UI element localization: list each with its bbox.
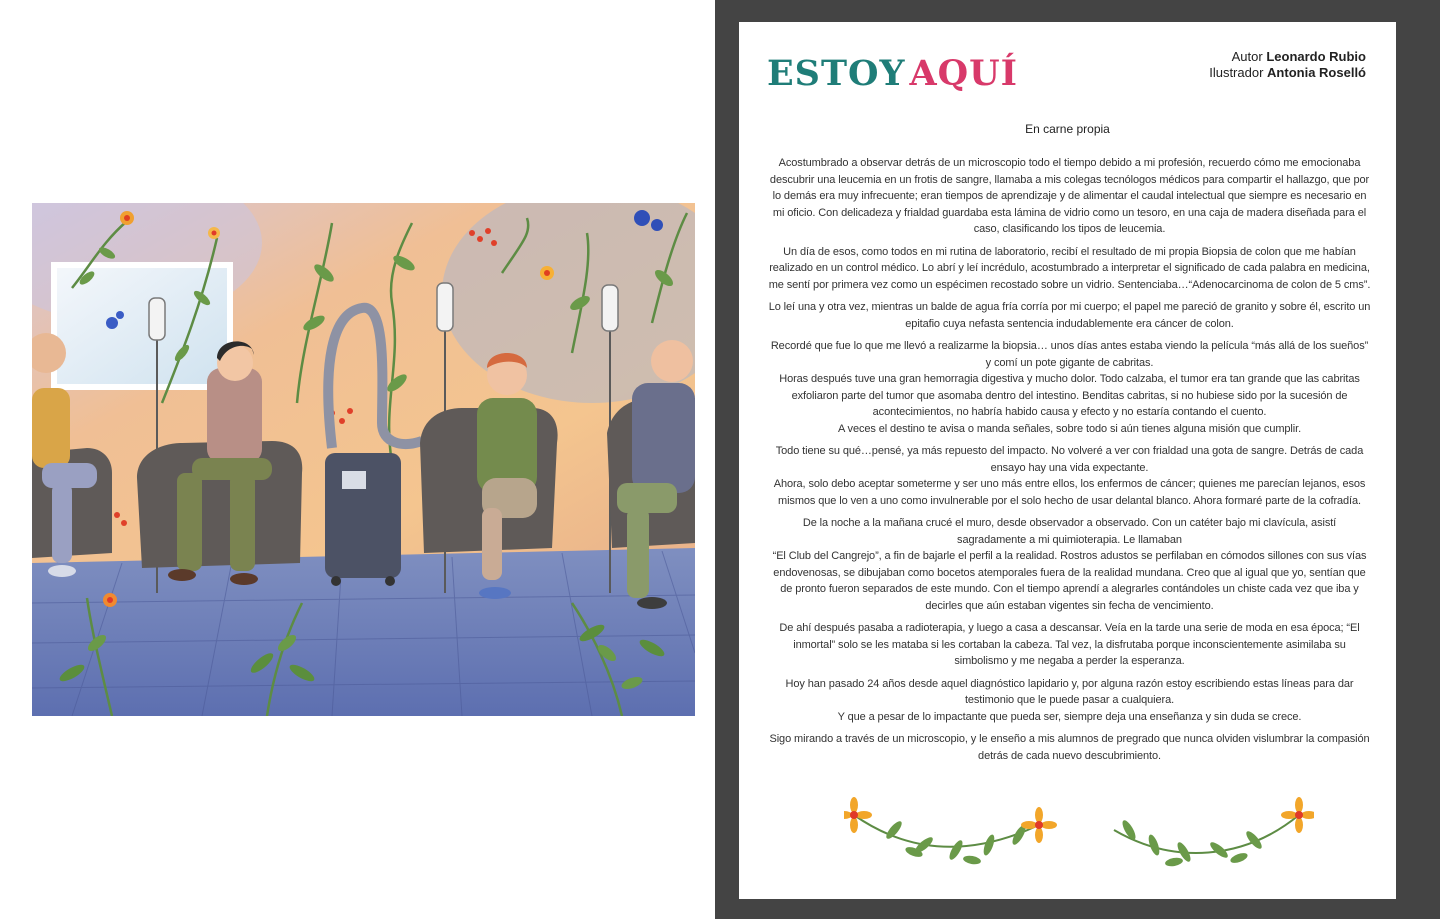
paragraph: Ahora, solo debo aceptar someterme y ser uno más entre ellos, los enfermos de cáncer; quienes me parecían lejanos, esos mismos que lo ven a uno como invulnerable por el solo hecho de usar delantal blanco. Ahora formaré parte de la cofradía. — [773, 478, 1366, 507]
article-page — [739, 22, 1396, 899]
credits-block — [1209, 49, 1366, 81]
illustrator-name: Antonia Roselló — [1267, 65, 1366, 80]
author-line — [1209, 49, 1366, 65]
illustration-chemotherapy-room — [32, 203, 695, 716]
document-panel — [715, 0, 1440, 919]
paragraph: De la noche a la mañana crucé el muro, desde observador a observado. Con un catéter bajo mi clavícula, asistí sagradamente a mi quimioterapia. Le llamaban — [802, 517, 1337, 546]
article-body — [767, 155, 1372, 770]
paragraph: “El Club del Cangrejo”, a fin de bajarle el perfil a la realidad. Rostros adustos se perfilaban en cómodos sillones con sus vías endovenosas, se dibujaban como bocetos atemporales fuera de la realidad mundana. Creo que al igual que yo, sentían que de pronto fueron separados de este mundo. Con el tiempo aprendí a alegrarles contándoles un chiste cada vez que iba y decirles que aún estaban vigentes sin fecha de vencimiento. — [772, 550, 1367, 612]
paragraph: Sigo mirando a través de un microscopio, y le enseño a mis alumnos de pregrado que nunca olviden vislumbrar la compasión detrás de cada nuevo descubrimiento. — [769, 733, 1370, 762]
author-label: Autor — [1231, 49, 1263, 64]
illustrator-label: Ilustrador — [1209, 65, 1264, 80]
author-name: Leonardo Rubio — [1266, 49, 1366, 64]
article-subtitle: En carne propia — [1025, 122, 1110, 136]
illustrator-line — [1209, 65, 1366, 81]
paragraph: De ahí después pasaba a radioterapia, y luego a casa a descansar. Veía en la tarde una serie de moda en esa época; “El inmortal” solo se les mataba si les cortaban la cabeza. Tal vez, la disfrutaba porque inconscientemente asimilaba su simbolismo y me negaba a perder la esperanza. — [779, 622, 1360, 667]
title-word-aqui: AQUÍ — [909, 53, 1019, 94]
illustration-artwork — [32, 203, 695, 716]
paragraph: Todo tiene su qué…pensé, ya más repuesto del impacto. No volveré a ver con frialdad una gota de sangre. Detrás de cada ensayo hay una vida expectante. — [775, 445, 1364, 474]
paragraph: Lo leí una y otra vez, mientras un balde de agua fría corría por mi cuerpo; el papel me pareció de granito y sobre él, escrito un epitafio cuya nefasta sentencia indudablemente era cáncer de colon. — [768, 301, 1371, 330]
floral-ornament-icon — [844, 790, 1314, 870]
paragraph: Acostumbrado a observar detrás de un microscopio todo el tiempo debido a mi profesión, recuerdo cómo me emocionaba descubrir una leucemia en un frotis de sangre, llamaba a mis colegas tecnólogos médicos para compartir el hallazgo, que por lo demás era muy infrecuente; eran tiempos de aprendizaje y de alimentar el caudal intelectual que siempre es necesario en mi oficio. Con delicadeza y frialdad guardaba esta lámina de vidrio como un tesoro, en una caja de madera diseñada para el caso, clasificando los tipos de leucemia. — [769, 157, 1370, 235]
paragraph: Hoy han pasado 24 años desde aquel diagnóstico lapidario y, por alguna razón estoy escribiendo estas líneas para dar testimonio que le puede pasar a cualquiera. — [785, 677, 1354, 706]
paragraph: Y que a pesar de lo impactante que pueda ser, siempre deja una enseñanza y sin duda se crece. — [837, 710, 1302, 723]
paragraph: Horas después tuve una gran hemorragia digestiva y mucho dolor. Todo calzaba, el tumor era tan grande que las cabritas exfoliaron parte del tumor que asomaba dentro del intestino. Benditas cabritas, si no hubiese sido por la sucesión de acontecimientos, no habría habido causa y efecto y no estaría contando el cuento. — [779, 373, 1360, 418]
title-word-estoy: ESTOY — [767, 53, 906, 94]
paragraph: Recordé que fue lo que me llevó a realizarme la biopsia… unos días antes estaba viendo la película “más allá de los sueños” y comí un pote gigante de cabritas. — [770, 340, 1369, 369]
paragraph: Un día de esos, como todos en mi rutina de laboratorio, recibí el resultado de mi propia Biopsia de colon que me habían realizado en un control médico. Lo abrí y leí incrédulo, acostumbrado a interpretar el significado de cada palabra en medicina, me sentí por primera vez como un espécimen recostado sobre un vidrio. Sentenciaba…“Adenocarcinoma de colon de 5 cms”. — [768, 245, 1371, 291]
paragraph: A veces el destino te avisa o manda señales, sobre todo si aún tienes alguna misión que cumplir. — [837, 422, 1302, 435]
page-title — [767, 52, 1018, 96]
